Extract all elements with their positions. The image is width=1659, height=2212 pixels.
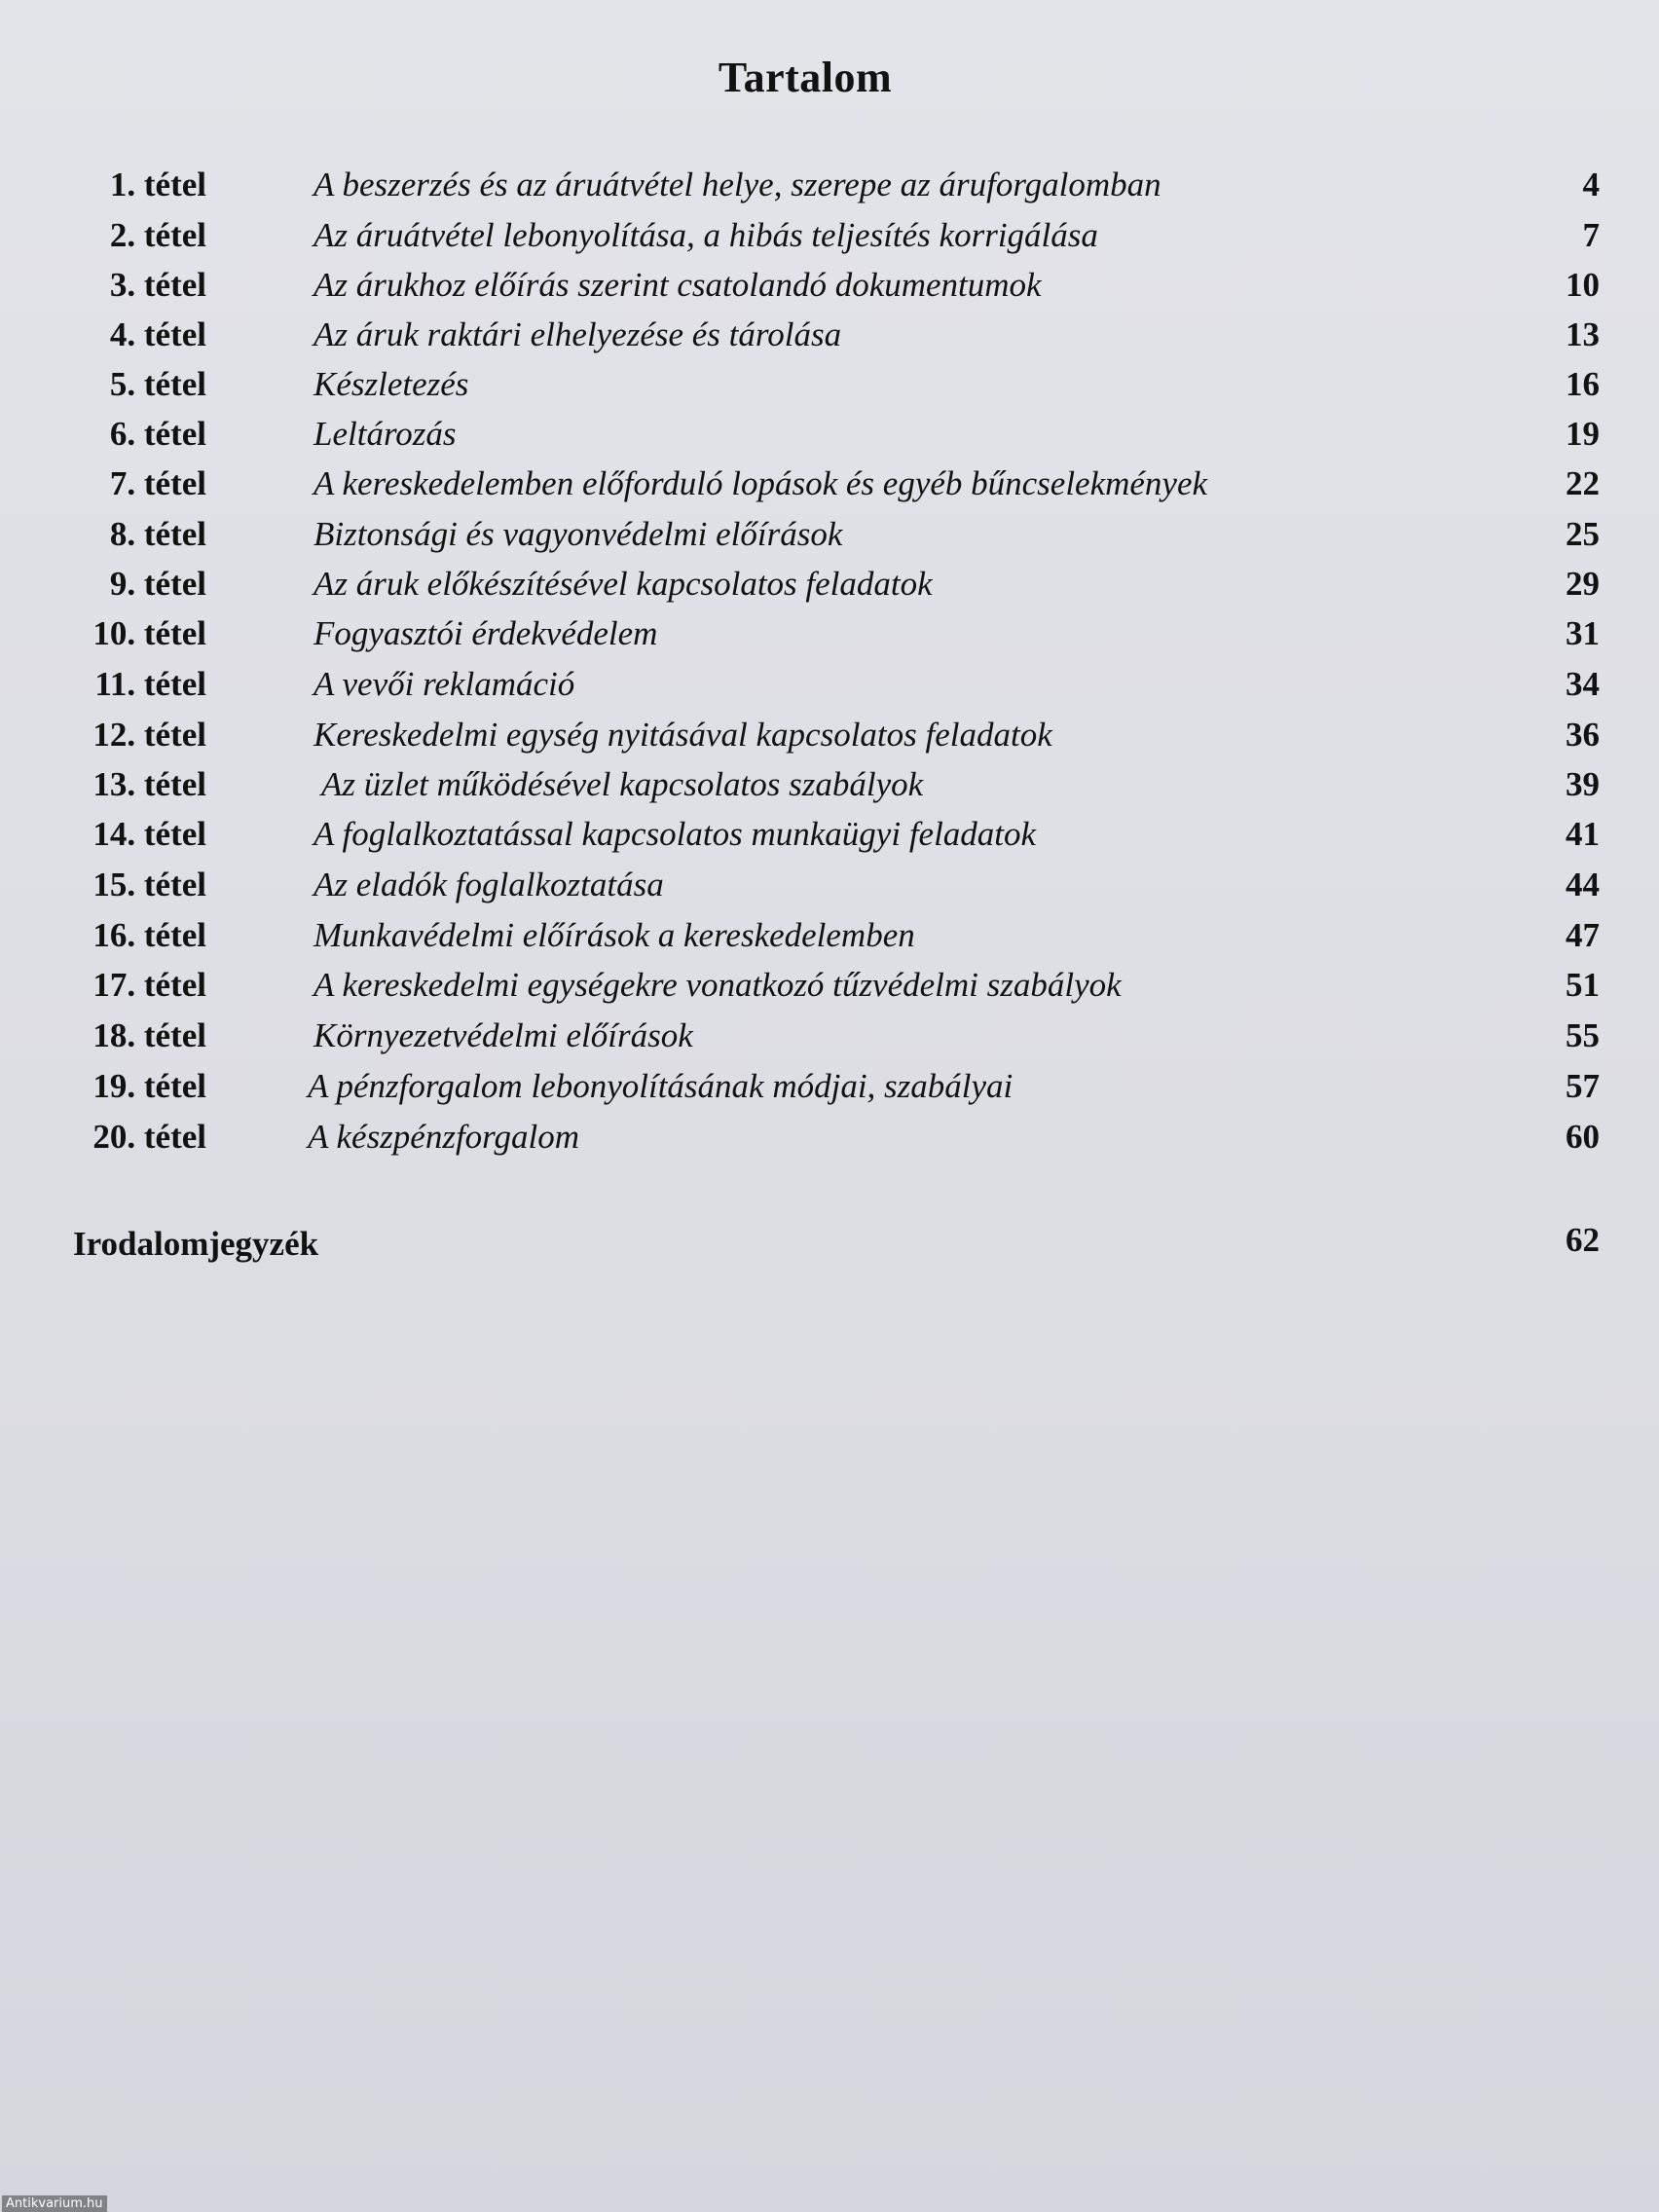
toc-entry-page-number: 55 (1566, 1016, 1600, 1054)
toc-entry-number: 3. tétel (109, 266, 206, 304)
page-title: Tartalom (718, 54, 893, 101)
toc-entry-number: 7. tétel (109, 464, 206, 502)
toc-entry-number: 2. tétel (109, 216, 206, 254)
toc-entry-title: A kereskedelmi egységekre vonatkozó tűzvédelmi szabályok (313, 966, 1122, 1004)
toc-entry (0, 1061, 1659, 1112)
toc-entry-title: Fogyasztói érdekvédelem (313, 614, 658, 652)
toc-entry-title: A pénzforgalom lebonyolításának módjai, szabályai (308, 1067, 1014, 1105)
toc-entry-page-number: 34 (1566, 665, 1600, 703)
toc-entry-number: 18. tétel (92, 1016, 206, 1054)
toc-entry-page-number: 16 (1566, 365, 1600, 403)
watermark: Antikvarium.hu (2, 2195, 107, 2212)
toc-entry-title: A foglalkoztatással kapcsolatos munkaügyi feladatok (313, 815, 1037, 853)
toc-entry (0, 509, 1659, 560)
toc-entry-number: 13. tétel (92, 765, 206, 803)
toc-entry-page-number: 31 (1566, 614, 1600, 652)
toc-entry-title: Az árukhoz előírás szerint csatolandó dokumentumok (313, 266, 1042, 304)
toc-entry-page-number: 60 (1566, 1118, 1600, 1156)
toc-entry (0, 210, 1659, 261)
bibliography-page-number: 62 (1566, 1221, 1600, 1259)
toc-entry-number: 9. tétel (109, 565, 206, 603)
toc-entry-number: 15. tétel (92, 866, 206, 903)
toc-entry (0, 260, 1659, 311)
toc-entry-page-number: 4 (1582, 166, 1600, 203)
toc-entry-title: A kereskedelemben előforduló lopások és egyéb bűncselekmények (313, 464, 1208, 502)
toc-entry-page-number: 47 (1566, 916, 1600, 954)
toc-entry-page-number: 13 (1566, 315, 1600, 353)
toc-entry-number: 12. tétel (92, 716, 206, 754)
toc-entry-title: Kereskedelmi egység nyitásával kapcsolatos feladatok (313, 716, 1052, 754)
toc-entry-title: Az üzlet működésével kapcsolatos szabályok (321, 765, 924, 803)
toc-entry-title: Az eladók foglalkoztatása (313, 866, 664, 903)
toc-entry (0, 310, 1659, 360)
toc-entry-number: 6. tétel (109, 415, 206, 453)
toc-entry-title: Biztonsági és vagyonvédelmi előírások (313, 515, 843, 553)
toc-entry (0, 809, 1659, 860)
toc-entry-number: 11. tétel (94, 665, 206, 703)
toc-entry-number: 19. tétel (92, 1067, 206, 1105)
toc-entry (0, 559, 1659, 609)
toc-entry-page-number: 41 (1566, 815, 1600, 853)
toc-entry-title: A vevői reklamáció (313, 665, 575, 703)
toc-entry-title: A készpénzforgalom (308, 1118, 580, 1156)
toc-entry-page-number: 10 (1566, 266, 1600, 304)
toc-entry-page-number: 22 (1566, 464, 1600, 502)
toc-entry (0, 160, 1659, 210)
toc-entry-page-number: 39 (1566, 765, 1600, 803)
toc-entry-title: Környezetvédelmi előírások (313, 1016, 693, 1054)
toc-entry-number: 17. tétel (92, 966, 206, 1004)
toc-entry-number: 8. tétel (109, 515, 206, 553)
toc-entry-number: 20. tétel (92, 1118, 206, 1156)
toc-entry (0, 960, 1659, 1011)
toc-entry-title: Az áruátvétel lebonyolítása, a hibás teljesítés korrigálása (313, 216, 1098, 254)
toc-entry-page-number: 51 (1566, 966, 1600, 1004)
toc-entry-number: 14. tétel (92, 815, 206, 853)
toc-entry (0, 1112, 1659, 1162)
toc-entry (0, 1011, 1659, 1061)
toc-entry (0, 409, 1659, 460)
toc-entry-title: Leltározás (313, 415, 457, 453)
toc-entry-number: 16. tétel (92, 916, 206, 954)
toc-entry-page-number: 57 (1566, 1067, 1600, 1105)
toc-entry-page-number: 36 (1566, 716, 1600, 754)
toc-entry-page-number: 29 (1566, 565, 1600, 603)
toc-entry-number: 1. tétel (109, 166, 206, 203)
toc-entry-title: Készletezés (313, 365, 469, 403)
toc-entry-title: Munkavédelmi előírások a kereskedelemben (313, 916, 915, 954)
toc-entry (0, 860, 1659, 910)
toc-entry-page-number: 44 (1566, 866, 1600, 903)
toc-entry (0, 608, 1659, 659)
toc-entry (0, 710, 1659, 760)
toc-entry-page-number: 7 (1582, 216, 1600, 254)
toc-entry (0, 659, 1659, 710)
toc-entry (0, 459, 1659, 509)
toc-entry-page-number: 25 (1566, 515, 1600, 553)
toc-entry-title: Az áruk raktári elhelyezése és tárolása (313, 315, 842, 353)
toc-entry-page-number: 19 (1566, 415, 1600, 453)
toc-entry (0, 910, 1659, 961)
bibliography-label: Irodalomjegyzék (73, 1225, 319, 1263)
toc-entry (0, 359, 1659, 410)
toc-entry-number: 4. tétel (109, 315, 206, 353)
toc-entry-title: A beszerzés és az áruátvétel helye, szerepe az áruforgalomban (313, 166, 1161, 203)
toc-entry-number: 10. tétel (92, 614, 206, 652)
toc-entry (0, 759, 1659, 810)
toc-entry-number: 5. tétel (109, 365, 206, 403)
toc-entry-title: Az áruk előkészítésével kapcsolatos feladatok (313, 565, 933, 603)
